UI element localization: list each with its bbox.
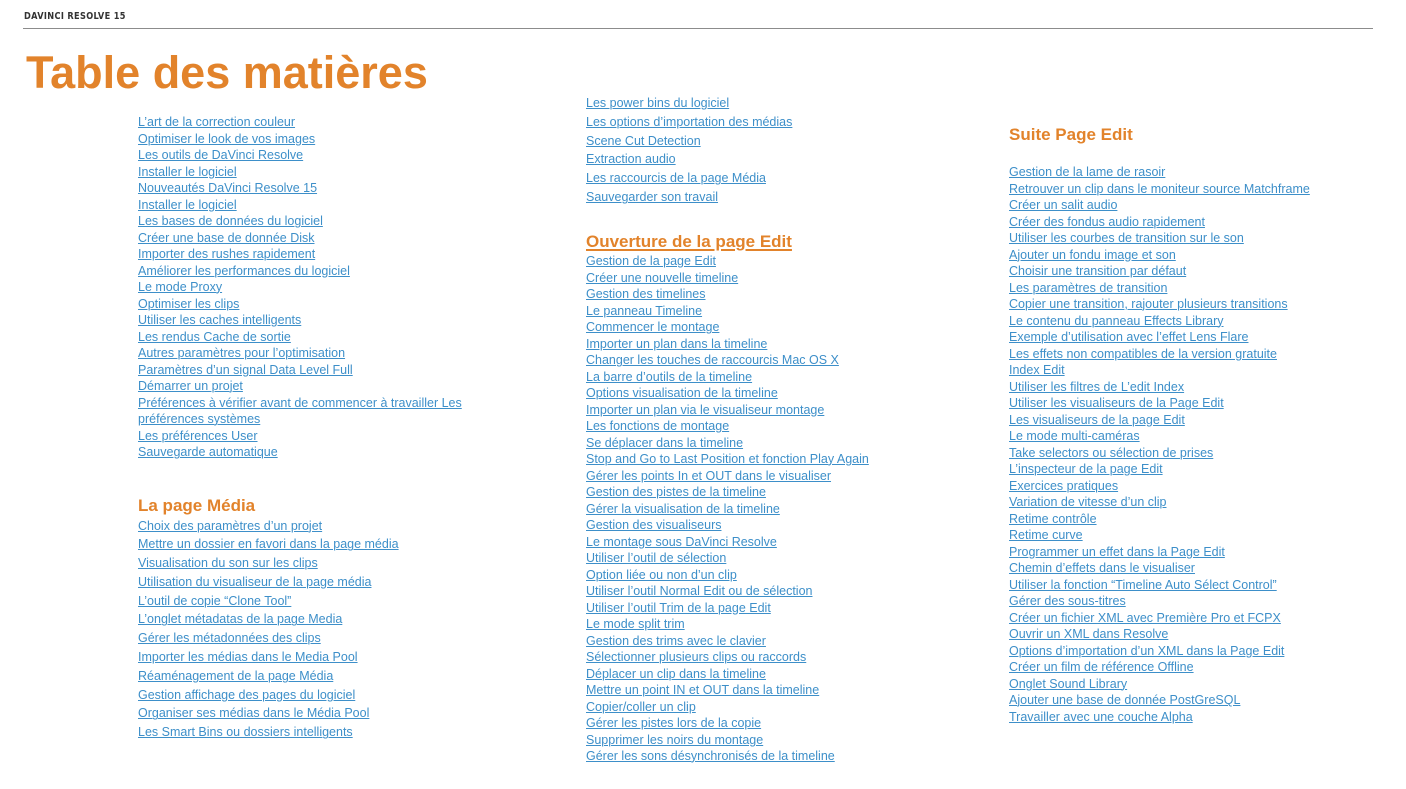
toc-link[interactable]: L’outil de copie “Clone Tool” xyxy=(138,593,292,608)
toc-link[interactable]: Optimiser les clips xyxy=(138,296,240,311)
toc-link[interactable]: Les outils de DaVinci Resolve xyxy=(138,148,304,162)
toc-link[interactable]: Utiliser les courbes de transition sur le son xyxy=(1009,231,1244,245)
media-link-list xyxy=(138,517,510,743)
toc-link[interactable]: Sélectionner plusieurs clips ou raccords xyxy=(586,650,807,664)
toc-link[interactable]: Utiliser la fonction “Timeline Auto Sélect Control” xyxy=(1009,577,1277,592)
toc-link[interactable]: Gestion de la page Edit xyxy=(586,254,716,268)
toc-link[interactable]: Programmer un effet dans la Page Edit xyxy=(1009,544,1225,559)
toc-link[interactable]: Options d’importation d’un XML dans la Page Edit xyxy=(1009,643,1285,658)
toc-link[interactable]: L’inspecteur de la page Edit xyxy=(1009,462,1163,476)
toc-link[interactable]: Visualisation du son sur les clips xyxy=(138,556,318,571)
toc-link[interactable]: Take selectors ou sélection de prises xyxy=(1009,445,1214,460)
toc-link[interactable]: Les effets non compatibles de la version gratuite xyxy=(1009,346,1277,361)
toc-link[interactable]: Importer un plan dans la timeline xyxy=(586,336,768,351)
toc-link[interactable]: Utiliser les filtres de L’edit Index xyxy=(1009,379,1185,394)
toc-link[interactable]: Extraction audio xyxy=(586,152,676,167)
toc-link[interactable]: Ajouter une base de donnée PostGreSQL xyxy=(1009,693,1241,707)
toc-link[interactable]: Les options d’importation des médias xyxy=(586,114,793,129)
toc-link[interactable]: Importer les médias dans le Media Pool xyxy=(138,650,358,665)
toc-link[interactable]: Le mode split trim xyxy=(586,617,685,631)
toc-link[interactable]: Créer un fichier XML avec Première Pro et FCPX xyxy=(1009,610,1281,625)
toc-link[interactable]: Choisir une transition par défaut xyxy=(1009,264,1187,278)
toc-link[interactable]: Ajouter un fondu image et son xyxy=(1009,247,1176,262)
toc-link[interactable]: Paramètres d’un signal Data Level Full xyxy=(138,362,353,377)
page-title: Table des matières xyxy=(26,47,428,98)
toc-link[interactable]: Le contenu du panneau Effects Library xyxy=(1009,313,1224,328)
toc-link[interactable]: Installer le logiciel xyxy=(138,164,237,179)
toc-link[interactable]: Option liée ou non d’un clip xyxy=(586,567,737,582)
toc-link[interactable]: Copier une transition, rajouter plusieurs transitions xyxy=(1009,297,1288,311)
toc-link[interactable]: Variation de vitesse d’un clip xyxy=(1009,495,1167,509)
toc-link[interactable]: Ouvrir un XML dans Resolve xyxy=(1009,627,1169,641)
toc-column-2-top xyxy=(586,94,916,207)
toc-link[interactable]: Retime contrôle xyxy=(1009,511,1097,526)
toc-link[interactable]: Changer les touches de raccourcis Mac OS X xyxy=(586,353,839,367)
toc-link[interactable]: Supprimer les noirs du montage xyxy=(586,732,764,747)
toc-link[interactable]: Sauvegarde automatique xyxy=(138,445,278,459)
toc-column-2-edit xyxy=(586,231,916,765)
toc-link[interactable]: Créer une nouvelle timeline xyxy=(586,270,739,285)
toc-link[interactable]: Créer un salit audio xyxy=(1009,198,1118,212)
toc-link[interactable]: Importer des rushes rapidement xyxy=(138,247,316,261)
section-heading-ouverture-page-edit[interactable]: Ouverture de la page Edit xyxy=(586,232,792,251)
section-heading-suite-page-edit: Suite Page Edit xyxy=(1009,125,1133,144)
toc-link[interactable]: Les bases de données du logiciel xyxy=(138,214,323,228)
toc-link[interactable]: Déplacer un clip dans la timeline xyxy=(586,666,766,681)
toc-link[interactable]: Utiliser les caches intelligents xyxy=(138,313,302,327)
toc-link[interactable]: Se déplacer dans la timeline xyxy=(586,435,744,450)
toc-link[interactable]: Le montage sous DaVinci Resolve xyxy=(586,534,777,549)
toc-link[interactable]: Nouveautés DaVinci Resolve 15 xyxy=(138,181,318,195)
toc-link[interactable]: Utiliser les visualiseurs de la Page Edit xyxy=(1009,396,1224,410)
toc-link[interactable]: L’onglet métadatas de la page Media xyxy=(138,612,343,627)
toc-link[interactable]: Les Smart Bins ou dossiers intelligents xyxy=(138,725,353,740)
header-divider xyxy=(23,28,1373,29)
toc-link[interactable]: Gérer des sous-titres xyxy=(1009,594,1126,608)
toc-link[interactable]: Gérer les sons désynchronisés de la timeline xyxy=(586,749,835,763)
toc-link[interactable]: Gestion des timelines xyxy=(586,287,706,301)
toc-column-3 xyxy=(1009,124,1389,725)
toc-link[interactable]: Gérer les pistes lors de la copie xyxy=(586,716,762,730)
toc-link[interactable]: Organiser ses médias dans le Média Pool xyxy=(138,706,370,721)
toc-link[interactable]: Créer une base de donnée Disk xyxy=(138,230,315,245)
section-heading-page-media: La page Média xyxy=(138,495,256,515)
toc-link[interactable]: Gérer les métadonnées des clips xyxy=(138,631,321,646)
toc-link[interactable]: Les rendus Cache de sortie xyxy=(138,329,291,344)
toc-link[interactable]: Le mode multi-caméras xyxy=(1009,429,1140,443)
toc-link[interactable]: Options visualisation de la timeline xyxy=(586,386,778,400)
toc-link[interactable]: L’art de la correction couleur xyxy=(138,115,296,129)
toc-link[interactable]: Gérer la visualisation de la timeline xyxy=(586,501,780,516)
media-extra-link-list xyxy=(586,94,916,207)
toc-column-1 xyxy=(138,114,510,742)
toc-link[interactable]: Démarrer un projet xyxy=(138,379,243,393)
toc-link[interactable]: Le mode Proxy xyxy=(138,280,223,294)
toc-link[interactable]: Stop and Go to Last Position et fonction Play Again xyxy=(586,452,869,466)
toc-link[interactable]: Optimiser le look de vos images xyxy=(138,131,316,146)
suite-edit-link-list xyxy=(1009,164,1389,725)
toc-link[interactable]: Les visualiseurs de la page Edit xyxy=(1009,412,1185,427)
toc-link[interactable]: Utilisation du visualiseur de la page média xyxy=(138,574,372,589)
toc-link[interactable]: Installer le logiciel xyxy=(138,197,237,212)
toc-link[interactable]: Gestion de la lame de rasoir xyxy=(1009,165,1166,179)
edit-link-list xyxy=(586,253,916,765)
toc-link[interactable]: Utiliser l’outil Trim de la page Edit xyxy=(586,600,771,615)
toc-link[interactable]: Onglet Sound Library xyxy=(1009,676,1128,691)
toc-link[interactable]: Les raccourcis de la page Média xyxy=(586,171,766,186)
toc-link[interactable]: Gestion des trims avec le clavier xyxy=(586,633,766,648)
intro-link-list xyxy=(138,114,510,461)
toc-link[interactable]: Créer un film de référence Offline xyxy=(1009,660,1194,674)
toc-link[interactable]: Les paramètres de transition xyxy=(1009,280,1168,295)
toc-link[interactable]: Commencer le montage xyxy=(586,320,720,334)
toc-link[interactable]: Retime curve xyxy=(1009,528,1083,542)
toc-link[interactable]: Choix des paramètres d’un projet xyxy=(138,518,323,533)
toc-link[interactable]: Les préférences User xyxy=(138,428,258,443)
toc-link[interactable]: Scene Cut Detection xyxy=(586,133,701,148)
toc-link[interactable]: Gérer les points In et OUT dans le visualiser xyxy=(586,468,832,483)
toc-link[interactable]: Utiliser l’outil Normal Edit ou de sélection xyxy=(586,584,813,598)
toc-link[interactable]: Index Edit xyxy=(1009,363,1065,377)
toc-link[interactable]: Réaménagement de la page Média xyxy=(138,668,334,683)
toc-link[interactable]: Retrouver un clip dans le moniteur source Matchframe xyxy=(1009,181,1310,196)
toc-link[interactable]: Mettre un point IN et OUT dans la timeline xyxy=(586,683,820,697)
toc-link[interactable]: La barre d’outils de la timeline xyxy=(586,369,753,384)
toc-link[interactable]: Exemple d’utilisation avec l’effet Lens Flare xyxy=(1009,330,1249,344)
toc-link[interactable]: Gestion des pistes de la timeline xyxy=(586,485,766,499)
running-header: DAVINCI RESOLVE 15 xyxy=(24,11,126,22)
toc-link[interactable]: Améliorer les performances du logiciel xyxy=(138,263,350,278)
toc-link[interactable]: Gestion des visualiseurs xyxy=(586,518,722,532)
toc-link[interactable]: Mettre un dossier en favori dans la page média xyxy=(138,537,399,552)
toc-link[interactable]: Importer un plan via le visualiseur montage xyxy=(586,402,825,417)
toc-link[interactable]: Le panneau Timeline xyxy=(586,303,703,318)
toc-link[interactable]: Autres paramètres pour l’optimisation xyxy=(138,346,346,360)
toc-link[interactable]: Préférences à vérifier avant de commencer à travailler Les préférences systèmes xyxy=(138,395,462,426)
toc-link[interactable]: Chemin d’effets dans le visualiser xyxy=(1009,561,1195,575)
toc-link[interactable]: Les power bins du logiciel xyxy=(586,96,730,110)
toc-link[interactable]: Travailler avec une couche Alpha xyxy=(1009,709,1193,724)
toc-link[interactable]: Exercices pratiques xyxy=(1009,478,1119,493)
toc-link[interactable]: Copier/coller un clip xyxy=(586,699,696,714)
toc-link[interactable]: Gestion affichage des pages du logiciel xyxy=(138,687,356,702)
toc-link[interactable]: Les fonctions de montage xyxy=(586,419,730,433)
toc-link[interactable]: Utiliser l’outil de sélection xyxy=(586,551,727,565)
toc-link[interactable]: Sauvegarder son travail xyxy=(586,189,719,204)
toc-link[interactable]: Créer des fondus audio rapidement xyxy=(1009,214,1205,229)
